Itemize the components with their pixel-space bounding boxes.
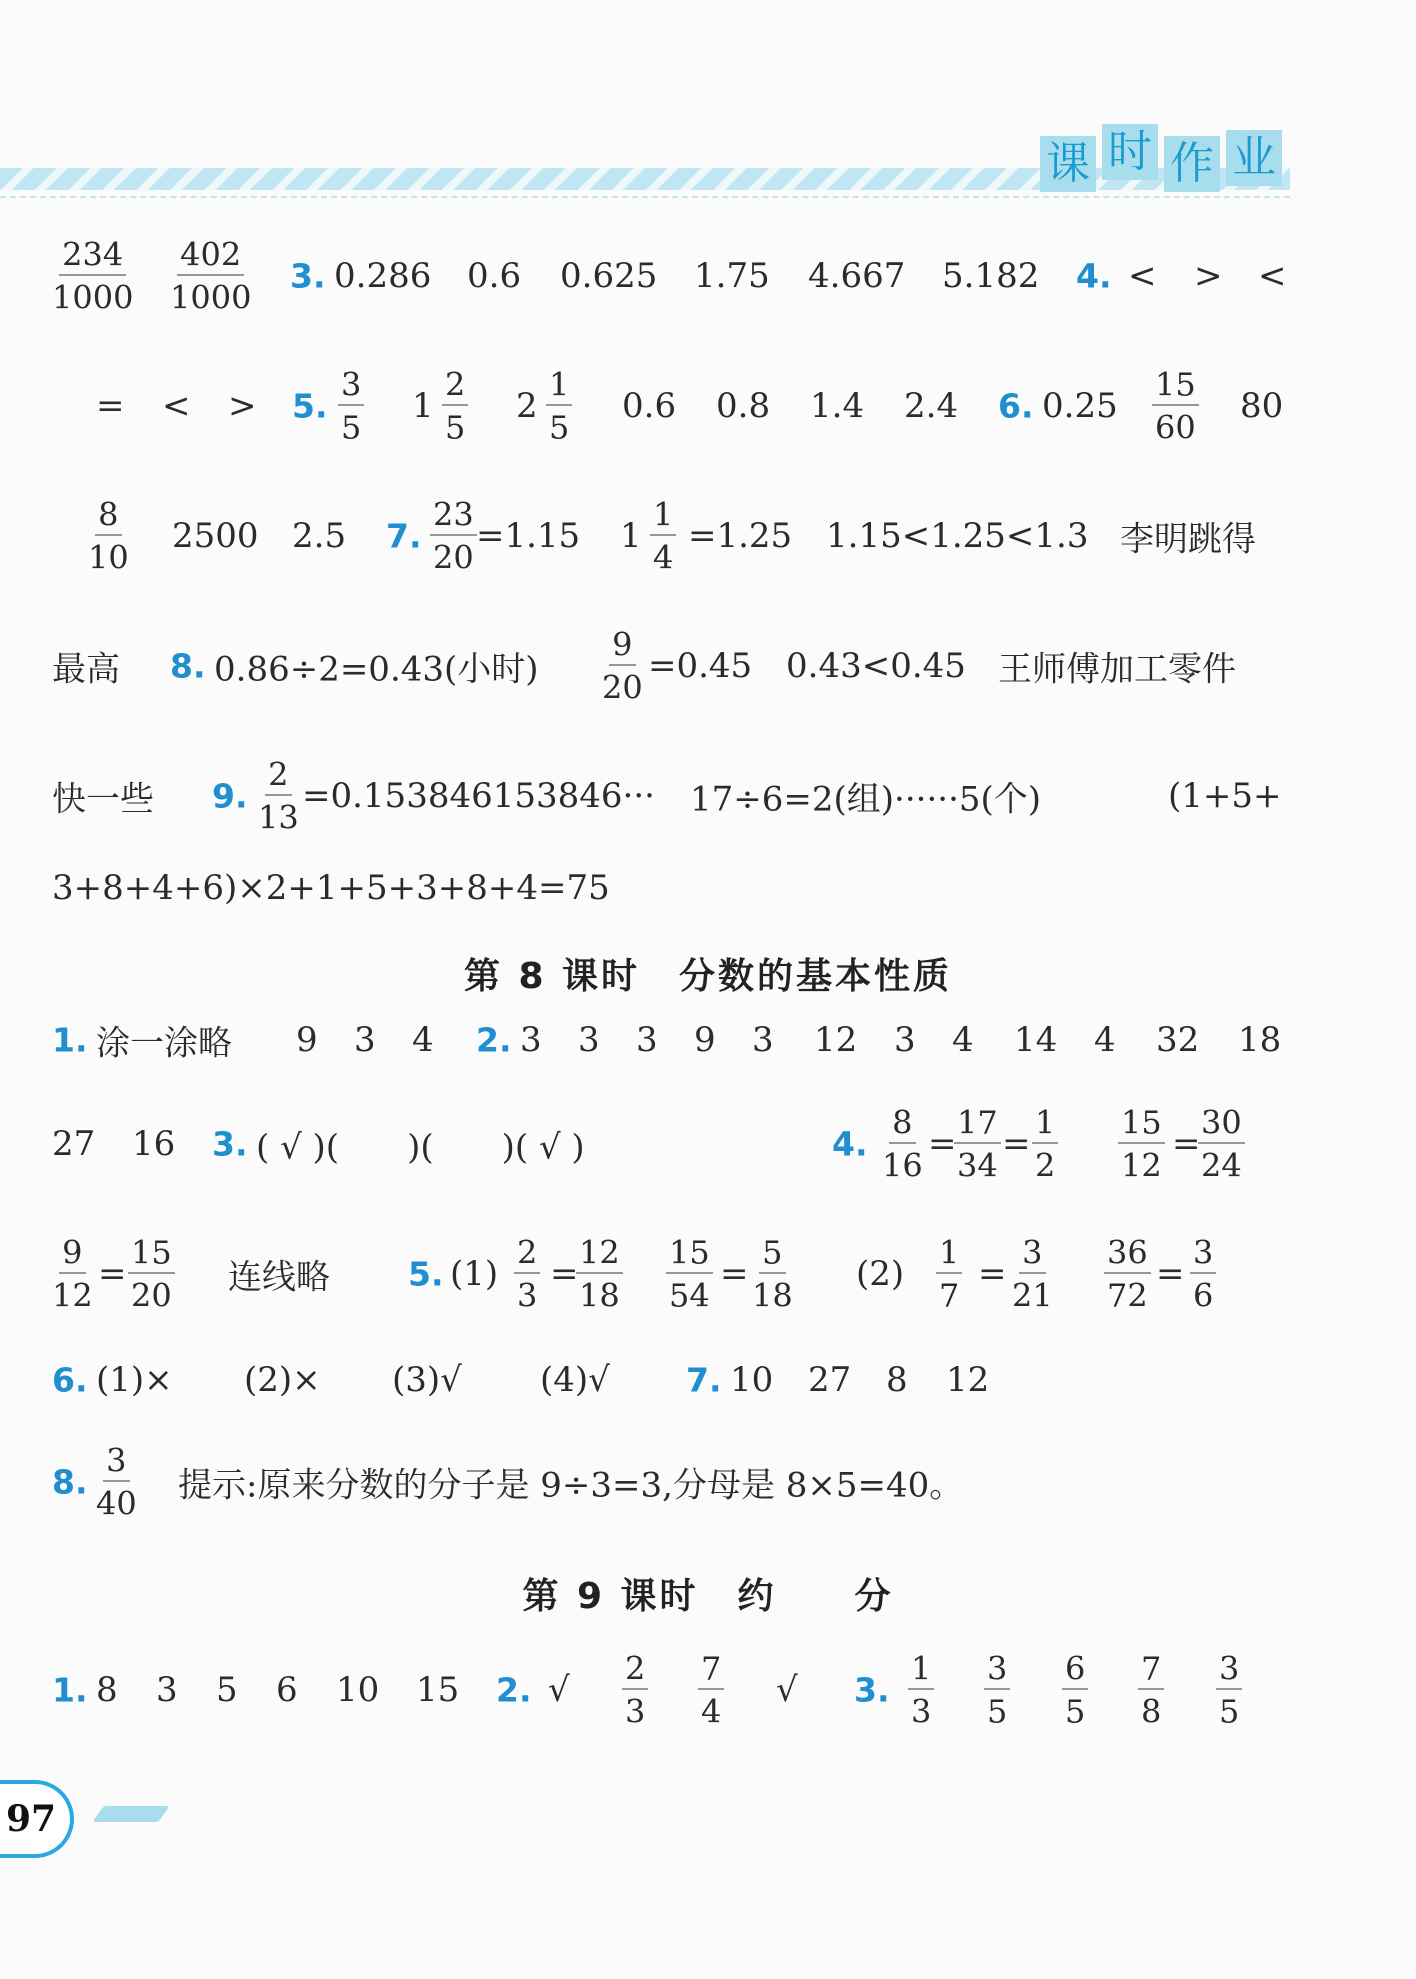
fraction: $\frac{15}{12}$ (1118, 1107, 1165, 1182)
question-number: 6. (998, 386, 1034, 426)
comparison: 0.43<0.45 (786, 646, 966, 686)
answer-symbol: > (228, 386, 257, 426)
answer-value: 2.4 (904, 386, 959, 426)
section-title: 第 9 课时 约 分 (522, 1576, 894, 1617)
header-logo (1040, 124, 1290, 196)
equals-sign: = (1156, 1254, 1185, 1294)
sub-question-label: (2) (856, 1254, 905, 1294)
answer-text: 连线略 (228, 1257, 330, 1298)
question-number: 7. (386, 516, 422, 556)
answer-value: 1.75 (694, 256, 770, 296)
fraction: $\frac{1}{2}$ (1032, 1107, 1058, 1182)
answer-value: 3 (156, 1670, 178, 1710)
fraction: $\frac{8}{16}$ (882, 1103, 923, 1185)
equation: =0.45 (648, 646, 753, 686)
answer-value: 4 (412, 1020, 434, 1060)
equation: (1+5+ (1168, 776, 1282, 816)
answer-value: 3 (752, 1020, 774, 1060)
judgement-item: (2)× (244, 1360, 321, 1400)
question-number: 6. (52, 1360, 88, 1400)
answer-value: 5.182 (942, 256, 1040, 296)
answer-value: 0.286 (334, 256, 432, 296)
answer-value: 0.625 (560, 256, 658, 296)
question-number: 3. (854, 1670, 890, 1710)
answer-text: 李明跳得 (1120, 519, 1256, 560)
section-title: 第 8 课时 分数的基本性质 (463, 956, 953, 997)
logo-char: 时 (1102, 124, 1158, 180)
answer-value: 4 (1094, 1020, 1116, 1060)
answer-line-3 (52, 496, 1292, 576)
question-number: 8. (52, 1462, 88, 1502)
question-number: 4. (1076, 256, 1112, 296)
page-number: 97 (6, 1798, 57, 1840)
page-number-badge (0, 1780, 74, 1858)
fraction: $\frac{9}{12}$ (52, 1233, 93, 1315)
answer-value: 15 (416, 1670, 460, 1710)
answer-line-6 (52, 856, 1292, 920)
fraction: $\frac{234}{1000}$ (52, 235, 134, 317)
hint-text: 提示:原来分数的分子是 9÷3=3,分母是 8×5=40。 (178, 1465, 964, 1506)
fraction: $\frac{1}{5}$ (546, 369, 572, 444)
fraction: $\frac{2}{13}$ (258, 755, 299, 837)
answer-value: 0.25 (1042, 386, 1118, 426)
fraction: $\frac{3}{5}$ (338, 369, 364, 444)
question-number: 5. (408, 1254, 444, 1294)
mixed-whole: 1 (620, 516, 642, 556)
check-mark: √ (776, 1670, 798, 1710)
fraction: $\frac{6}{5}$ (1062, 1653, 1088, 1728)
answer-value: 16 (132, 1124, 176, 1164)
question-number: 3. (212, 1124, 248, 1164)
answer-value: 9 (694, 1020, 716, 1060)
answer-value: 3 (894, 1020, 916, 1060)
fraction: $\frac{1}{4}$ (650, 499, 676, 574)
fraction: $\frac{15}{20}$ (128, 1237, 175, 1312)
question-number: 7. (686, 1360, 722, 1400)
fraction: $\frac{9}{20}$ (602, 625, 643, 707)
answer-value: 5 (216, 1670, 238, 1710)
equation: =1.15 (476, 516, 581, 556)
fraction: $\frac{8}{10}$ (88, 495, 129, 577)
answer-value: 3 (520, 1020, 542, 1060)
answer-text: 快一些 (52, 779, 154, 820)
question-number: 4. (832, 1124, 868, 1164)
fraction: $\frac{7}{8}$ (1138, 1653, 1164, 1728)
fraction: $\frac{402}{1000}$ (170, 235, 252, 317)
equals-sign: = (1172, 1124, 1201, 1164)
question-number: 2. (476, 1020, 512, 1060)
equals-sign: = (1002, 1124, 1031, 1164)
answer-line-8 (52, 1104, 1292, 1184)
equation: =0.153846153846··· (302, 776, 655, 816)
mixed-whole: 2 (516, 386, 538, 426)
answer-symbol: > (1194, 256, 1223, 296)
sub-question-label: (1) (450, 1254, 499, 1294)
fraction: $\frac{23}{20}$ (430, 499, 477, 574)
fraction: $\frac{7}{4}$ (698, 1653, 724, 1728)
fraction: $\frac{2}{5}$ (442, 369, 468, 444)
answer-line-11 (52, 1442, 1292, 1522)
question-number: 2. (496, 1670, 532, 1710)
fraction: $\frac{1}{7}$ (936, 1237, 962, 1312)
answer-text: 王师傅加工零件 (998, 649, 1236, 690)
answer-value: 8 (96, 1670, 118, 1710)
answer-line-9 (52, 1234, 1292, 1314)
equation: 17÷6=2(组)······5(个) (690, 779, 1042, 820)
answer-value: 12 (946, 1360, 990, 1400)
answer-value: 3 (354, 1020, 376, 1060)
answer-line-7 (52, 1008, 1292, 1072)
judgement-item: (4)√ (540, 1360, 610, 1400)
answer-line-5 (52, 756, 1292, 836)
fraction: $\frac{1}{3}$ (908, 1653, 934, 1728)
answer-value: 4 (952, 1020, 974, 1060)
fraction: $\frac{30}{24}$ (1198, 1107, 1245, 1182)
answer-value: 0.6 (467, 256, 522, 296)
answer-line-1 (52, 236, 1292, 316)
equals-sign: = (550, 1254, 579, 1294)
answer-value: 0.8 (716, 386, 771, 426)
answer-value: 2500 (172, 516, 259, 556)
answer-value: 10 (336, 1670, 380, 1710)
equals-sign: = (978, 1254, 1007, 1294)
equals-sign: = (928, 1124, 957, 1164)
answer-value: 3 (578, 1020, 600, 1060)
answer-text: 最高 (52, 649, 120, 690)
equation: 3+8+4+6)×2+1+5+3+8+4=75 (52, 868, 610, 908)
equals-sign: = (720, 1254, 749, 1294)
fraction: $\frac{17}{34}$ (954, 1107, 1001, 1182)
fraction: $\frac{3}{5}$ (984, 1653, 1010, 1728)
question-number: 9. (212, 776, 248, 816)
logo-char: 课 (1040, 136, 1096, 192)
fraction: $\frac{3}{6}$ (1190, 1237, 1216, 1312)
fraction: $\frac{2}{3}$ (622, 1653, 648, 1728)
answer-value: 18 (1238, 1020, 1282, 1060)
question-number: 3. (290, 256, 326, 296)
comparison: 1.15<1.25<1.3 (826, 516, 1089, 556)
answer-value: 9 (296, 1020, 318, 1060)
answer-line-10 (52, 1350, 1292, 1410)
fraction: $\frac{12}{18}$ (576, 1237, 623, 1312)
answer-value: 6 (276, 1670, 298, 1710)
answer-value: 80 (1240, 386, 1284, 426)
fraction: $\frac{15}{54}$ (666, 1237, 713, 1312)
answer-symbol: = (96, 386, 125, 426)
answer-value: 32 (1156, 1020, 1200, 1060)
judgement-item: (1)× (96, 1360, 173, 1400)
answer-value: 1.4 (810, 386, 865, 426)
answer-symbol: < (1128, 256, 1157, 296)
fraction: $\frac{36}{72}$ (1104, 1237, 1151, 1312)
answer-symbol: < (1258, 256, 1287, 296)
fraction: $\frac{5}{18}$ (752, 1233, 793, 1315)
equation: =1.25 (688, 516, 793, 556)
answer-value: 14 (1014, 1020, 1058, 1060)
equals-sign: = (98, 1254, 127, 1294)
answer-value: 27 (808, 1360, 852, 1400)
fraction: $\frac{3}{5}$ (1216, 1653, 1242, 1728)
question-number: 1. (52, 1670, 88, 1710)
logo-char: 作 (1164, 136, 1220, 192)
question-number: 1. (52, 1020, 88, 1060)
question-number: 8. (170, 646, 206, 686)
footer-swoosh (92, 1806, 169, 1822)
logo-char: 业 (1226, 130, 1282, 186)
judgement-item: (3)√ (392, 1360, 462, 1400)
answer-line-12 (52, 1650, 1292, 1730)
question-number: 5. (292, 386, 328, 426)
fraction: $\frac{15}{60}$ (1152, 369, 1199, 444)
mixed-whole: 1 (412, 386, 434, 426)
answer-value: 3 (636, 1020, 658, 1060)
answer-value: 12 (814, 1020, 858, 1060)
answer-line-2 (52, 366, 1292, 446)
judgement-answers: ( √ )( )( )( √ ) (256, 1127, 585, 1168)
answer-text: 涂一涂略 (96, 1023, 232, 1064)
answer-value: 4.667 (808, 256, 906, 296)
header-dashed-line (0, 196, 1290, 198)
fraction: $\frac{2}{3}$ (514, 1237, 540, 1312)
answer-value: 27 (52, 1124, 96, 1164)
equation: 0.86÷2=0.43(小时) (214, 649, 539, 690)
answer-value: 10 (730, 1360, 774, 1400)
answer-value: 8 (886, 1360, 908, 1400)
fraction: $\frac{3}{40}$ (96, 1441, 137, 1523)
answer-value: 2.5 (292, 516, 347, 556)
answer-line-4 (52, 626, 1292, 706)
answer-value: 0.6 (622, 386, 677, 426)
fraction: $\frac{3}{21}$ (1012, 1233, 1053, 1315)
check-mark: √ (548, 1670, 570, 1710)
answer-symbol: < (162, 386, 191, 426)
